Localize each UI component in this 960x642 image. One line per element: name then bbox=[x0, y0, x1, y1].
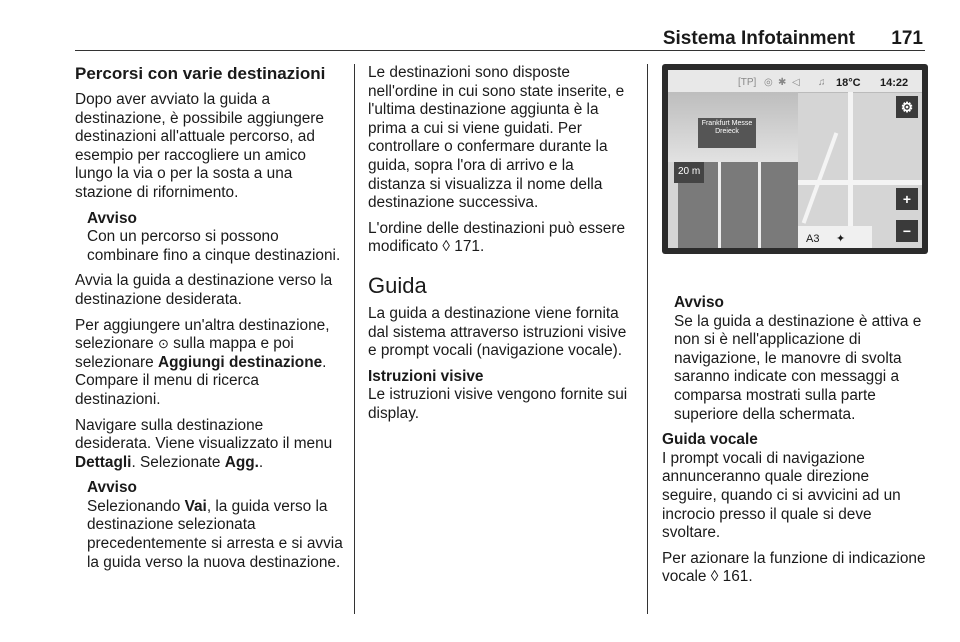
go-label: Vai bbox=[184, 497, 207, 515]
phone-icon: ◎ bbox=[764, 77, 773, 88]
note-text: Con un percorso si possono combinare fino a cinque destinazioni. bbox=[87, 228, 341, 264]
text-span: , la guida verso la destinazione selezionata precedentemente si arresta e si avvia la guida verso la nuova destinazione. bbox=[87, 497, 343, 571]
column-2 bbox=[368, 64, 634, 431]
navigation-screenshot bbox=[662, 64, 928, 254]
text-span: . Selezionate bbox=[131, 453, 225, 471]
section-title: Sistema Infotainment bbox=[662, 28, 855, 49]
text-span: Navigare sulla destinazione desiderata. Viene visualizzato il menu bbox=[75, 416, 333, 453]
column-divider bbox=[354, 64, 355, 614]
column-3 bbox=[662, 64, 928, 594]
paragraph: La guida a destinazione viene fornita dal sistema attraverso istruzioni visive e prompt vocali (navigazione vocale). bbox=[368, 304, 627, 360]
spacer bbox=[662, 254, 928, 294]
heading-multi-destination: Percorsi con varie destinazioni bbox=[75, 64, 326, 83]
clock: 14:22 bbox=[880, 77, 909, 89]
note-box bbox=[87, 210, 343, 266]
text-span: L'ordine delle destinazioni può essere modificato bbox=[368, 219, 626, 256]
text-span: . bbox=[258, 453, 264, 471]
add-label: Agg. bbox=[224, 453, 259, 471]
road-sign: Frankfurt Messe Dreieck bbox=[698, 118, 756, 148]
target-icon: ⊙ bbox=[158, 336, 169, 352]
zoom-out-button[interactable]: − bbox=[896, 220, 918, 242]
note-box bbox=[674, 294, 928, 424]
status-bar bbox=[668, 70, 922, 93]
distance-label: 20 m bbox=[674, 162, 704, 183]
paragraph bbox=[368, 220, 634, 257]
text-span: . bbox=[748, 568, 753, 586]
note-text bbox=[87, 498, 343, 572]
page-header bbox=[75, 26, 925, 51]
details-label: Dettagli bbox=[75, 453, 132, 471]
text-span: . bbox=[322, 353, 327, 371]
text-span: . bbox=[479, 238, 485, 256]
temperature: 18°C bbox=[836, 77, 861, 89]
subheading-visual: Istruzioni visive bbox=[368, 367, 484, 385]
paragraph: Avvia la guida a destinazione verso la destinazione desiderata. bbox=[75, 272, 333, 308]
road-name: A3 bbox=[806, 233, 820, 245]
bluetooth-icon: ✱ bbox=[778, 77, 787, 88]
page-number: 171 bbox=[891, 28, 923, 49]
note-box bbox=[87, 479, 343, 572]
tp-icon: [TP] bbox=[738, 77, 757, 88]
paragraph: Le istruzioni visive vengono fornite sui display. bbox=[368, 386, 628, 422]
map-road bbox=[802, 132, 839, 224]
paragraph bbox=[662, 550, 928, 587]
text-span: sulla mappa e poi selezionare bbox=[75, 335, 294, 371]
text-span: Per azionare la funzione di indicazione vocale bbox=[662, 549, 926, 586]
paragraph bbox=[75, 417, 343, 473]
page-reference: ◊ 161 bbox=[710, 568, 749, 586]
music-icon: ♫ bbox=[818, 77, 826, 88]
note-title: Avviso bbox=[87, 479, 137, 497]
note-title: Avviso bbox=[87, 209, 137, 227]
column-divider bbox=[647, 64, 648, 614]
lane-marking bbox=[718, 162, 721, 248]
subheading-voice: Guida vocale bbox=[662, 431, 758, 449]
zoom-in-button[interactable]: + bbox=[896, 188, 918, 210]
poi-icon[interactable]: ✦ bbox=[836, 233, 846, 245]
paragraph: Dopo aver avviato la guida a destinazione, è possibile aggiungere destinazioni all'attuale percorso, ad esempio per raccogliere un amico lungo la via o per la sosta a una stazione di rifornimento. bbox=[75, 91, 324, 201]
map-road bbox=[848, 92, 853, 248]
mute-icon: ◁ bbox=[792, 77, 800, 88]
note-text: Se la guida a destinazione è attiva e non si è nell'applicazione di navigazione, le manovre di svolta saranno indicate con messaggi a comparsa mostrati sulla parte superiore della schermata. bbox=[674, 312, 922, 423]
note-title: Avviso bbox=[674, 294, 724, 311]
paragraph: Le destinazioni sono disposte nell'ordine in cui sono state inserite, e l'ultima destinazione aggiunta è la prima a cui si viene guidati. Per controllare o confermare durante la guida, sopra l'ora di arrivo e la distanza si visualizza il nome della destinazione successiva. bbox=[368, 64, 625, 212]
column-1 bbox=[75, 64, 343, 579]
paragraph bbox=[75, 317, 343, 410]
screen-display bbox=[668, 70, 922, 248]
paragraph: I prompt vocali di navigazione annunceranno quale direzione seguire, quando ci si avvicini ad un incrocio presso il quale si deve svoltare. bbox=[662, 449, 901, 542]
heading-guidance: Guida bbox=[368, 272, 427, 298]
page-reference: ◊ 171 bbox=[442, 238, 480, 256]
add-destination-label: Aggiungi destinazione bbox=[158, 353, 323, 371]
gear-icon[interactable]: ⚙ bbox=[896, 96, 918, 118]
text-span: Per aggiungere un'altra destinazione, selezionare bbox=[75, 316, 330, 353]
text-span: Selezionando bbox=[87, 497, 185, 515]
text-span: Compare il menu di ricerca destinazioni. bbox=[75, 372, 259, 408]
lane-marking bbox=[758, 162, 761, 248]
road-info-bar bbox=[798, 226, 872, 248]
